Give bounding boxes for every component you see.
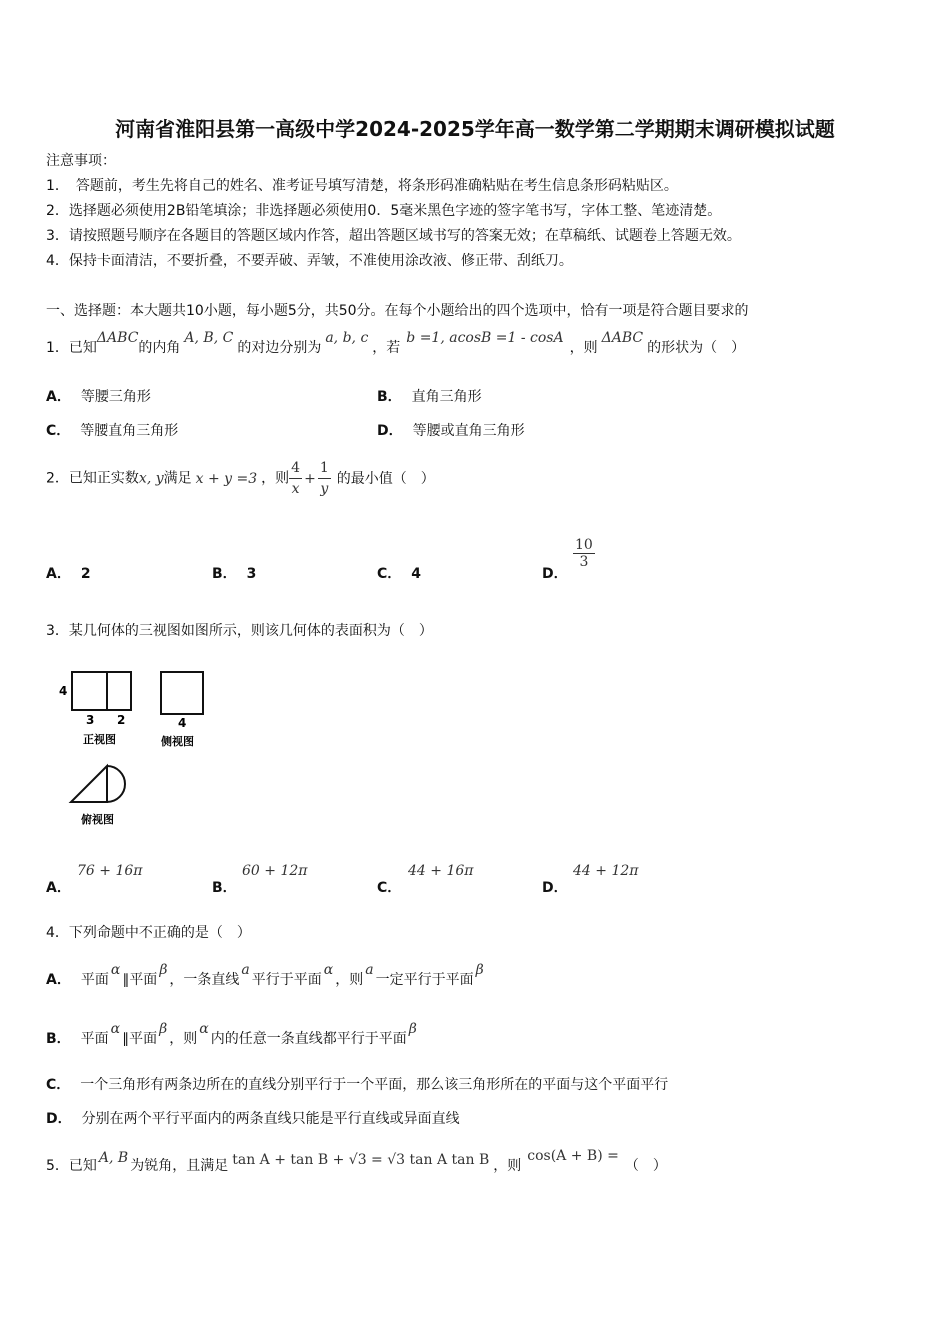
option-d[interactable] xyxy=(377,420,525,440)
option-text: ∥平面 xyxy=(122,972,158,988)
fraction xyxy=(318,458,331,499)
option-label: D． xyxy=(46,1111,72,1127)
question-2 xyxy=(46,458,435,499)
option-text: 2 xyxy=(80,566,91,582)
question-number: 2． xyxy=(46,470,69,487)
top-view-triangle xyxy=(71,766,107,802)
top-view-semicircle xyxy=(107,766,125,802)
option-b[interactable] xyxy=(46,1021,419,1049)
math-expr: b =1, acosB =1 - cosA xyxy=(406,330,564,346)
front-width-label-1: 3 xyxy=(86,713,95,727)
side-view-label: 侧视图 xyxy=(161,735,194,748)
option-text: 平面 xyxy=(80,972,109,988)
option-text: 一定平行于平面 xyxy=(375,972,474,988)
option-d-expr: 44 + 12π xyxy=(573,863,639,879)
math-symbol: α xyxy=(323,962,334,978)
option-text: 分别在两个平行平面内的两条直线只能是平行直线或异面直线 xyxy=(81,1111,460,1127)
math-expr: ΔABC xyxy=(96,330,139,346)
plus-sign: + xyxy=(304,470,316,487)
option-text: 等腰或直角三角形 xyxy=(412,423,525,439)
question-3 xyxy=(46,621,433,641)
question-number: 4． xyxy=(46,925,69,941)
option-b-expr: 60 + 12π xyxy=(242,863,308,879)
option-c-expr: 44 + 16π xyxy=(408,863,474,879)
math-symbol: β xyxy=(475,962,484,978)
math-symbol: α xyxy=(199,1021,209,1037)
option-text: 平行于平面 xyxy=(251,972,322,988)
option-label: C． xyxy=(46,423,71,439)
question-text: 满足 xyxy=(163,470,192,487)
question-text: （ ） xyxy=(624,1158,667,1174)
math-expr: ΔABC xyxy=(601,330,644,346)
option-label: B． xyxy=(377,389,402,405)
question-number: 1． xyxy=(46,340,69,356)
option-label: D． xyxy=(377,423,403,439)
option-label: B． xyxy=(46,1031,71,1047)
option-label: B． xyxy=(212,566,237,582)
side-width-label: 4 xyxy=(178,716,187,730)
option-c[interactable] xyxy=(377,877,411,897)
front-height-label: 4 xyxy=(59,684,68,698)
option-text: 一个三角形有两条边所在的直线分别平行于一个平面，那么该三角形所在的平面与这个平面平行 xyxy=(80,1077,669,1093)
math-expr: x + y =3 xyxy=(195,470,258,487)
section-heading: 一、选择题：本大题共10小题，每小题5分，共50分。在每个小题给出的四个选项中，恰有一项是符合题目要求的 xyxy=(46,303,749,319)
numerator: 4 xyxy=(289,458,302,479)
option-label: D． xyxy=(542,880,568,896)
notice-item: 4．保持卡面清洁，不要折叠，不要弄破、弄皱，不准使用涂改液、修正带、刮纸刀。 xyxy=(46,253,573,269)
question-text: 的内角 xyxy=(138,340,181,356)
option-d[interactable] xyxy=(46,1109,460,1129)
page-title: 河南省淮阳县第一高级中学2024-2025学年高一数学第二学期期末调研模拟试题 xyxy=(115,117,835,141)
option-text: 等腰直角三角形 xyxy=(80,423,179,439)
math-symbol: a xyxy=(241,962,250,978)
option-b[interactable] xyxy=(377,386,482,406)
option-text: 内的任意一条直线都平行于平面 xyxy=(210,1031,407,1047)
option-a[interactable] xyxy=(46,563,101,583)
option-c[interactable] xyxy=(46,1075,668,1095)
question-4 xyxy=(46,923,251,943)
question-text: 已知 xyxy=(68,1158,97,1174)
option-b[interactable] xyxy=(212,877,247,897)
math-symbol: α xyxy=(110,962,121,978)
math-symbol: a xyxy=(365,962,374,978)
option-label: A． xyxy=(46,566,71,582)
option-d-fraction xyxy=(573,537,595,570)
question-text: 下列命题中不正确的是（ ） xyxy=(68,925,251,941)
option-label: C． xyxy=(377,566,402,582)
denominator: 3 xyxy=(579,554,589,570)
question-text: 的形状为（ ） xyxy=(647,340,746,356)
option-label: A． xyxy=(46,389,71,405)
math-expr: A, B, C xyxy=(184,330,234,346)
side-view-rect xyxy=(161,672,203,714)
question-text: 某几何体的三视图如图所示，则该几何体的表面积为（ ） xyxy=(68,623,433,639)
option-label: C． xyxy=(377,880,402,896)
math-symbol: β xyxy=(408,1021,417,1037)
option-a[interactable] xyxy=(46,386,151,406)
notice-heading: 注意事项： xyxy=(46,153,116,169)
question-text: 为锐角，且满足 xyxy=(130,1158,229,1174)
question-text: 的对边分别为 xyxy=(237,340,322,356)
three-view-figure xyxy=(55,664,225,834)
option-c[interactable] xyxy=(377,563,431,583)
question-text: ，若 xyxy=(372,340,401,356)
option-label: D． xyxy=(542,566,568,582)
option-text: ，则 xyxy=(169,1031,198,1047)
option-label: C． xyxy=(46,1077,71,1093)
numerator: 1 xyxy=(318,458,331,479)
option-text: ，一条直线 xyxy=(169,972,240,988)
option-text: ∥平面 xyxy=(122,1031,158,1047)
math-symbol: β xyxy=(159,962,168,978)
question-text: 已知正实数 xyxy=(68,470,139,487)
option-a[interactable] xyxy=(46,877,81,897)
front-view-rect xyxy=(72,672,131,710)
question-1 xyxy=(46,330,746,358)
question-text: ，则 xyxy=(569,340,598,356)
math-expr: cos(A + B) = xyxy=(527,1148,619,1164)
option-c[interactable] xyxy=(46,420,178,440)
notice-item: 1． 答题前，考生先将自己的姓名、准考证号填写清楚，将条形码准确粘贴在考生信息条形码粘贴区。 xyxy=(46,178,678,194)
math-expr: a, b, c xyxy=(325,330,369,346)
option-text: ，则 xyxy=(335,972,364,988)
numerator: 10 xyxy=(575,537,593,553)
option-text: 直角三角形 xyxy=(411,389,482,405)
question-text: 已知 xyxy=(68,340,97,356)
option-a[interactable] xyxy=(46,962,486,990)
front-view-label: 正视图 xyxy=(83,733,116,746)
notice-item: 2．选择题必须使用2B铅笔填涂；非选择题必须使用0．5毫米黑色字迹的签字笔书写，字体工整、笔迹清楚。 xyxy=(46,203,722,219)
option-d[interactable] xyxy=(542,877,578,897)
option-text: 平面 xyxy=(80,1031,109,1047)
question-number: 5． xyxy=(46,1158,69,1174)
option-b[interactable] xyxy=(212,563,266,583)
fraction xyxy=(289,458,302,499)
denominator: x xyxy=(291,481,300,497)
math-symbol: β xyxy=(159,1021,168,1037)
option-text: 3 xyxy=(246,566,257,582)
math-expr: tan A + tan B + √3 = √3 tan A tan B xyxy=(232,1152,490,1168)
option-label: A． xyxy=(46,880,71,896)
front-width-label-2: 2 xyxy=(117,713,126,727)
math-symbol: α xyxy=(110,1021,121,1037)
question-text: ，则 xyxy=(493,1158,522,1174)
question-text: 的最小值（ ） xyxy=(336,470,435,487)
question-number: 3． xyxy=(46,623,69,639)
option-a-expr: 76 + 16π xyxy=(77,863,143,879)
option-label: B． xyxy=(212,880,237,896)
top-view-label: 俯视图 xyxy=(81,813,114,826)
math-expr: x, y xyxy=(138,470,164,487)
question-5 xyxy=(46,1148,667,1176)
question-text: ，则 xyxy=(261,470,290,487)
option-text: 4 xyxy=(411,566,422,582)
math-expr: A, B xyxy=(98,1150,129,1166)
fraction xyxy=(573,537,595,570)
notice-item: 3．请按照题号顺序在各题目的答题区域内作答，超出答题区域书写的答案无效；在草稿纸、试题卷上答题无效。 xyxy=(46,228,741,244)
option-label: A． xyxy=(46,972,71,988)
denominator: y xyxy=(320,481,329,497)
option-text: 等腰三角形 xyxy=(80,389,151,405)
